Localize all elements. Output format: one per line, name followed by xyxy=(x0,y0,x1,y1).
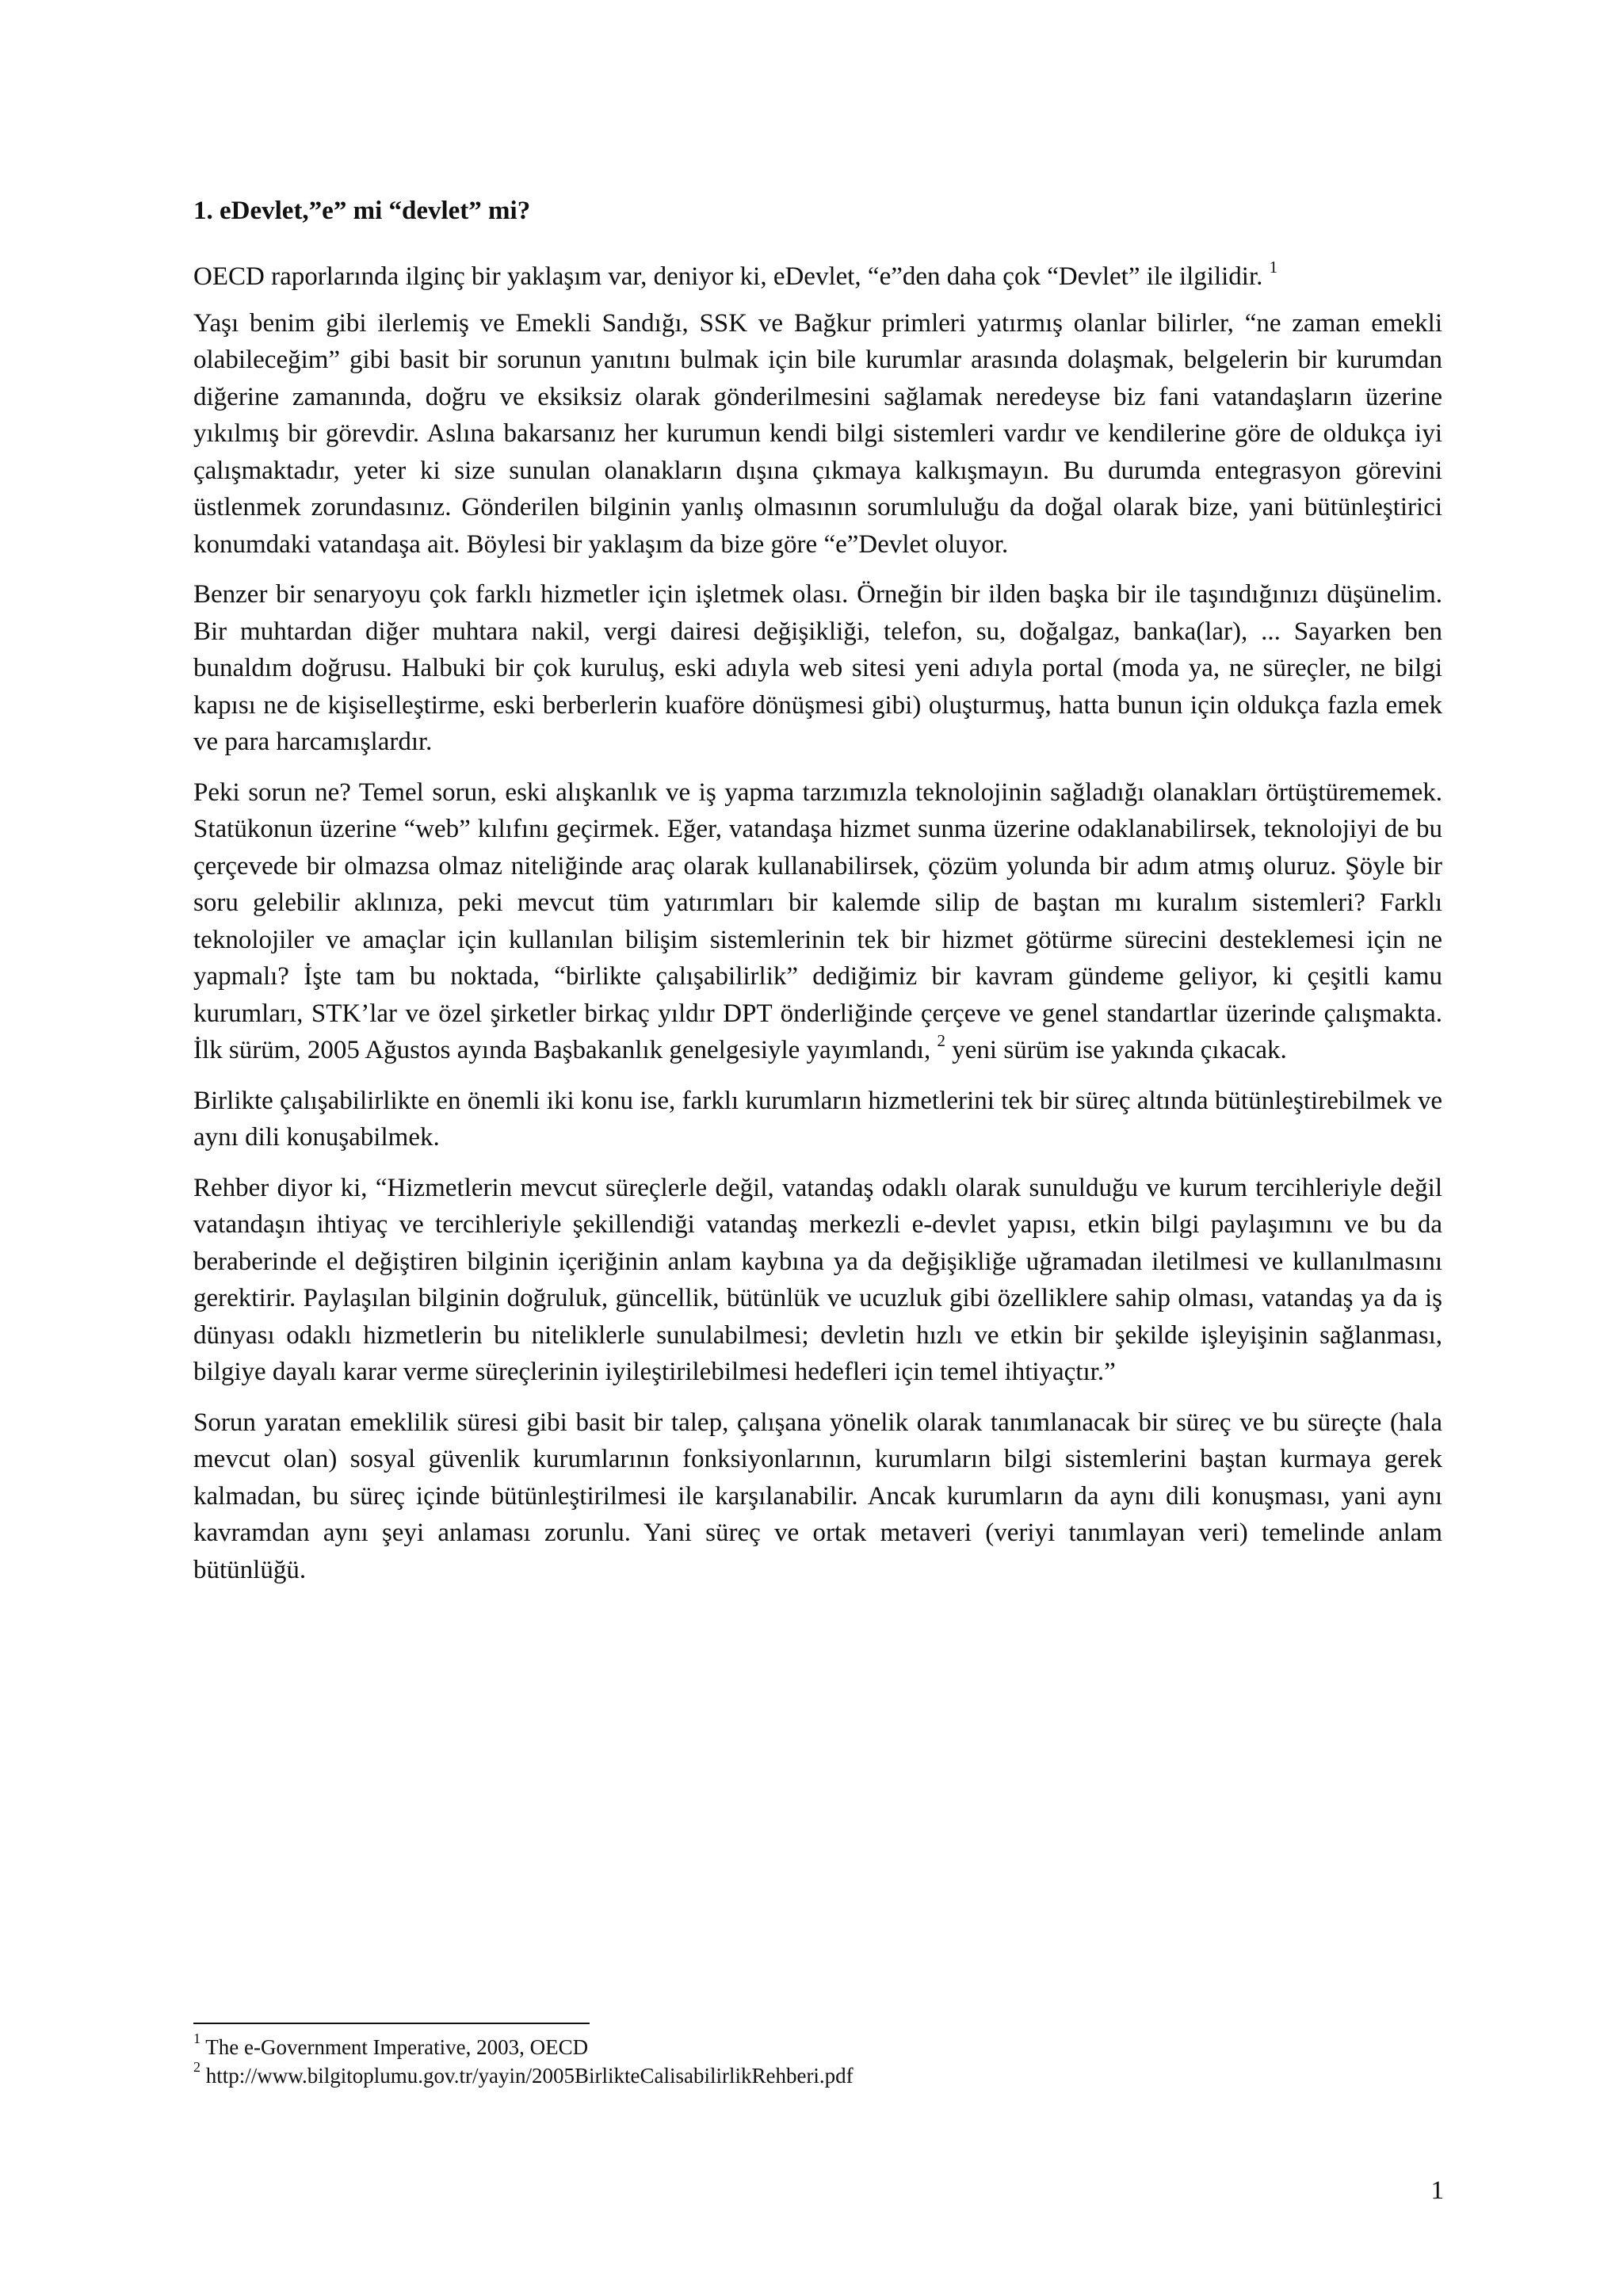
paragraph-6: Sorun yaratan emeklilik süresi gibi basit bir talep, çalışana yönelik olarak tanımlanacak bir süreç ve bu süreçte (hala mevcut olan) sosyal güvenlik kurumlarının fonksiyonlarının, kurumların bilgi sistemlerini baştan kurmaya gerek kalmadan, bu süreç içinde bütünleştirilmesi ile karşılanabilir. Ancak kurumların da aynı dili konuşması, yani aynı kavramdan aynı şeyi anlaması zorunlu. Yani süreç ve ortak metaveri (veriyi tanımlayan veri) temelinde anlam bütünlüğü. xyxy=(193,1408,1442,1584)
footnote-ref-2: 2 xyxy=(937,1031,946,1050)
intro-paragraph xyxy=(193,258,1442,296)
footnote-2-number: 2 xyxy=(193,2059,200,2075)
section-heading: 1. eDevlet,”e” mi “devlet” mi? xyxy=(193,197,531,225)
paragraph-3-tail: yeni sürüm ise yakında çıkacak. xyxy=(952,1036,1287,1064)
footnote-ref-1: 1 xyxy=(1269,258,1278,277)
footnote-2 xyxy=(193,2061,1442,2090)
document-body xyxy=(193,193,1442,1602)
paragraph-2: Benzer bir senaryoyu çok farklı hizmetler için işletmek olası. Örneğin bir ilden başka bir ile taşındığınızı düşünelim. Bir muhtardan diğer muhtara nakil, vergi dairesi değişikliği, telefon, su, doğalgaz, banka(lar), ... Sayarken ben bunaldım doğrusu. Halbuki bir çok kuruluş, eski adıyla web sitesi yeni adıyla portal (moda ya, ne süreçler, ne bilgi kapısı ne de kişiselleştirme, eski berberlerin kuaföre dönüşmesi gibi) oluşturmuş, hatta bunun için oldukça fazla emek ve para harcamışlardır. xyxy=(193,580,1442,756)
footnote-divider xyxy=(193,2023,590,2024)
paragraph-3 xyxy=(193,774,1442,1069)
footnotes xyxy=(193,2030,1442,2090)
footnote-1 xyxy=(193,2030,1442,2061)
page-number: 1 xyxy=(1430,2176,1444,2205)
paragraph-1: Yaşı benim gibi ilerlemiş ve Emekli Sandığı, SSK ve Bağkur primleri yatırmış olanlar bilirler, “ne zaman emekli olabileceğim” gibi basit bir sorunun yanıtını bulmak için bile kurumlar arasında dolaşmak, belgelerin bir kurumdan diğerine zamanında, doğru ve eksiksiz olarak gönderilmesini sağlamak neredeyse biz fani vatandaşların üzerine yıkılmış bir görevdir. Aslına bakarsanız her kurumun kendi bilgi sistemleri vardır ve kendilerine göre de oldukça iyi çalışmaktadır, yeter ki size sunulan olanakların dışına çıkmaya kalkışmayın. Bu durumda entegrasyon görevini üstlenmek zorundasınız. Gönderilen bilginin yanlış olmasının sorumluluğu da doğal olarak bize, yani bütünleştirici konumdaki vatandaşa ait. Böylesi bir yaklaşım da bize göre “e”Devlet oluyor. xyxy=(193,308,1442,559)
footnote-2-link[interactable]: http://www.bilgitoplumu.gov.tr/yayin/2005BirlikteCalisabilirlikRehberi.pdf xyxy=(205,2064,854,2088)
footnote-1-text: The e-Government Imperative, 2003, OECD xyxy=(205,2035,589,2059)
footnote-1-number: 1 xyxy=(193,2030,200,2046)
paragraph-5: Rehber diyor ki, “Hizmetlerin mevcut süreçlerle değil, vatandaş odaklı olarak sunulduğu ve kurum tercihleriyle değil vatandaşın ihtiyaç ve tercihleriyle şekillendiği vatandaş merkezli e-devlet yapısı, etkin bilgi paylaşımını ve bu da beraberinde el değiştiren bilginin içeriğinin anlam kaybına ya da değişikliğe uğramadan iletilmesi ve kullanılmasını gerektirir. Paylaşılan bilginin doğruluk, güncellik, bütünlük ve ucuzluk gibi özelliklere sahip olması, vatandaş ya da iş dünyası odaklı hizmetlerin bu niteliklerle sunulabilmesi; devletin hızlı ve etkin bir şekilde işleyişinin sağlanması, bilgiye dayalı karar verme süreçlerinin iyileştirilebilmesi hedefleri için temel ihtiyaçtır.” xyxy=(193,1173,1442,1386)
paragraph-3-text: Peki sorun ne? Temel sorun, eski alışkanlık ve iş yapma tarzımızla teknolojinin sağladığı olanakları örtüştürememek. Statükonun üzerine “web” kılıfını geçirmek. Eğer, vatandaşa hizmet sunma üzerine odaklanabilirsek, teknolojiyi de bu çerçevede bir olmazsa olmaz niteliğinde araç olarak kullanabilirsek, çözüm yolunda bir adım atmış oluruz. Şöyle bir soru gelebilir aklınıza, peki mevcut tüm yatırımları bir kalemde silip de baştan mı kuralım sistemleri? Farklı teknolojiler ve amaçlar için kullanılan bilişim sistemlerinin tek bir hizmet götürme sürecini desteklemesi için ne yapmalı? İşte tam bu noktada, “birlikte çalışabilirlik” dediğimiz bir kavram gündeme geliyor, ki çeşitli kamu kurumları, STK’lar ve özel şirketler birkaç yıldır DPT önderliğinde çerçeve ve genel standartlar üzerinde çalışmakta. İlk sürüm, 2005 Ağustos ayında Başbakanlık genelgesiyle yayımlandı, xyxy=(193,777,1442,1064)
paragraph-4: Birlikte çalışabilirlikte en önemli iki konu ise, farklı kurumların hizmetlerini tek bir süreç altında bütünleştirebilmek ve aynı dili konuşabilmek. xyxy=(193,1086,1442,1152)
intro-text: OECD raporlarında ilginç bir yaklaşım var, deniyor ki, eDevlet, “e”den daha çok “Devlet” ile ilgilidir. xyxy=(193,262,1263,291)
